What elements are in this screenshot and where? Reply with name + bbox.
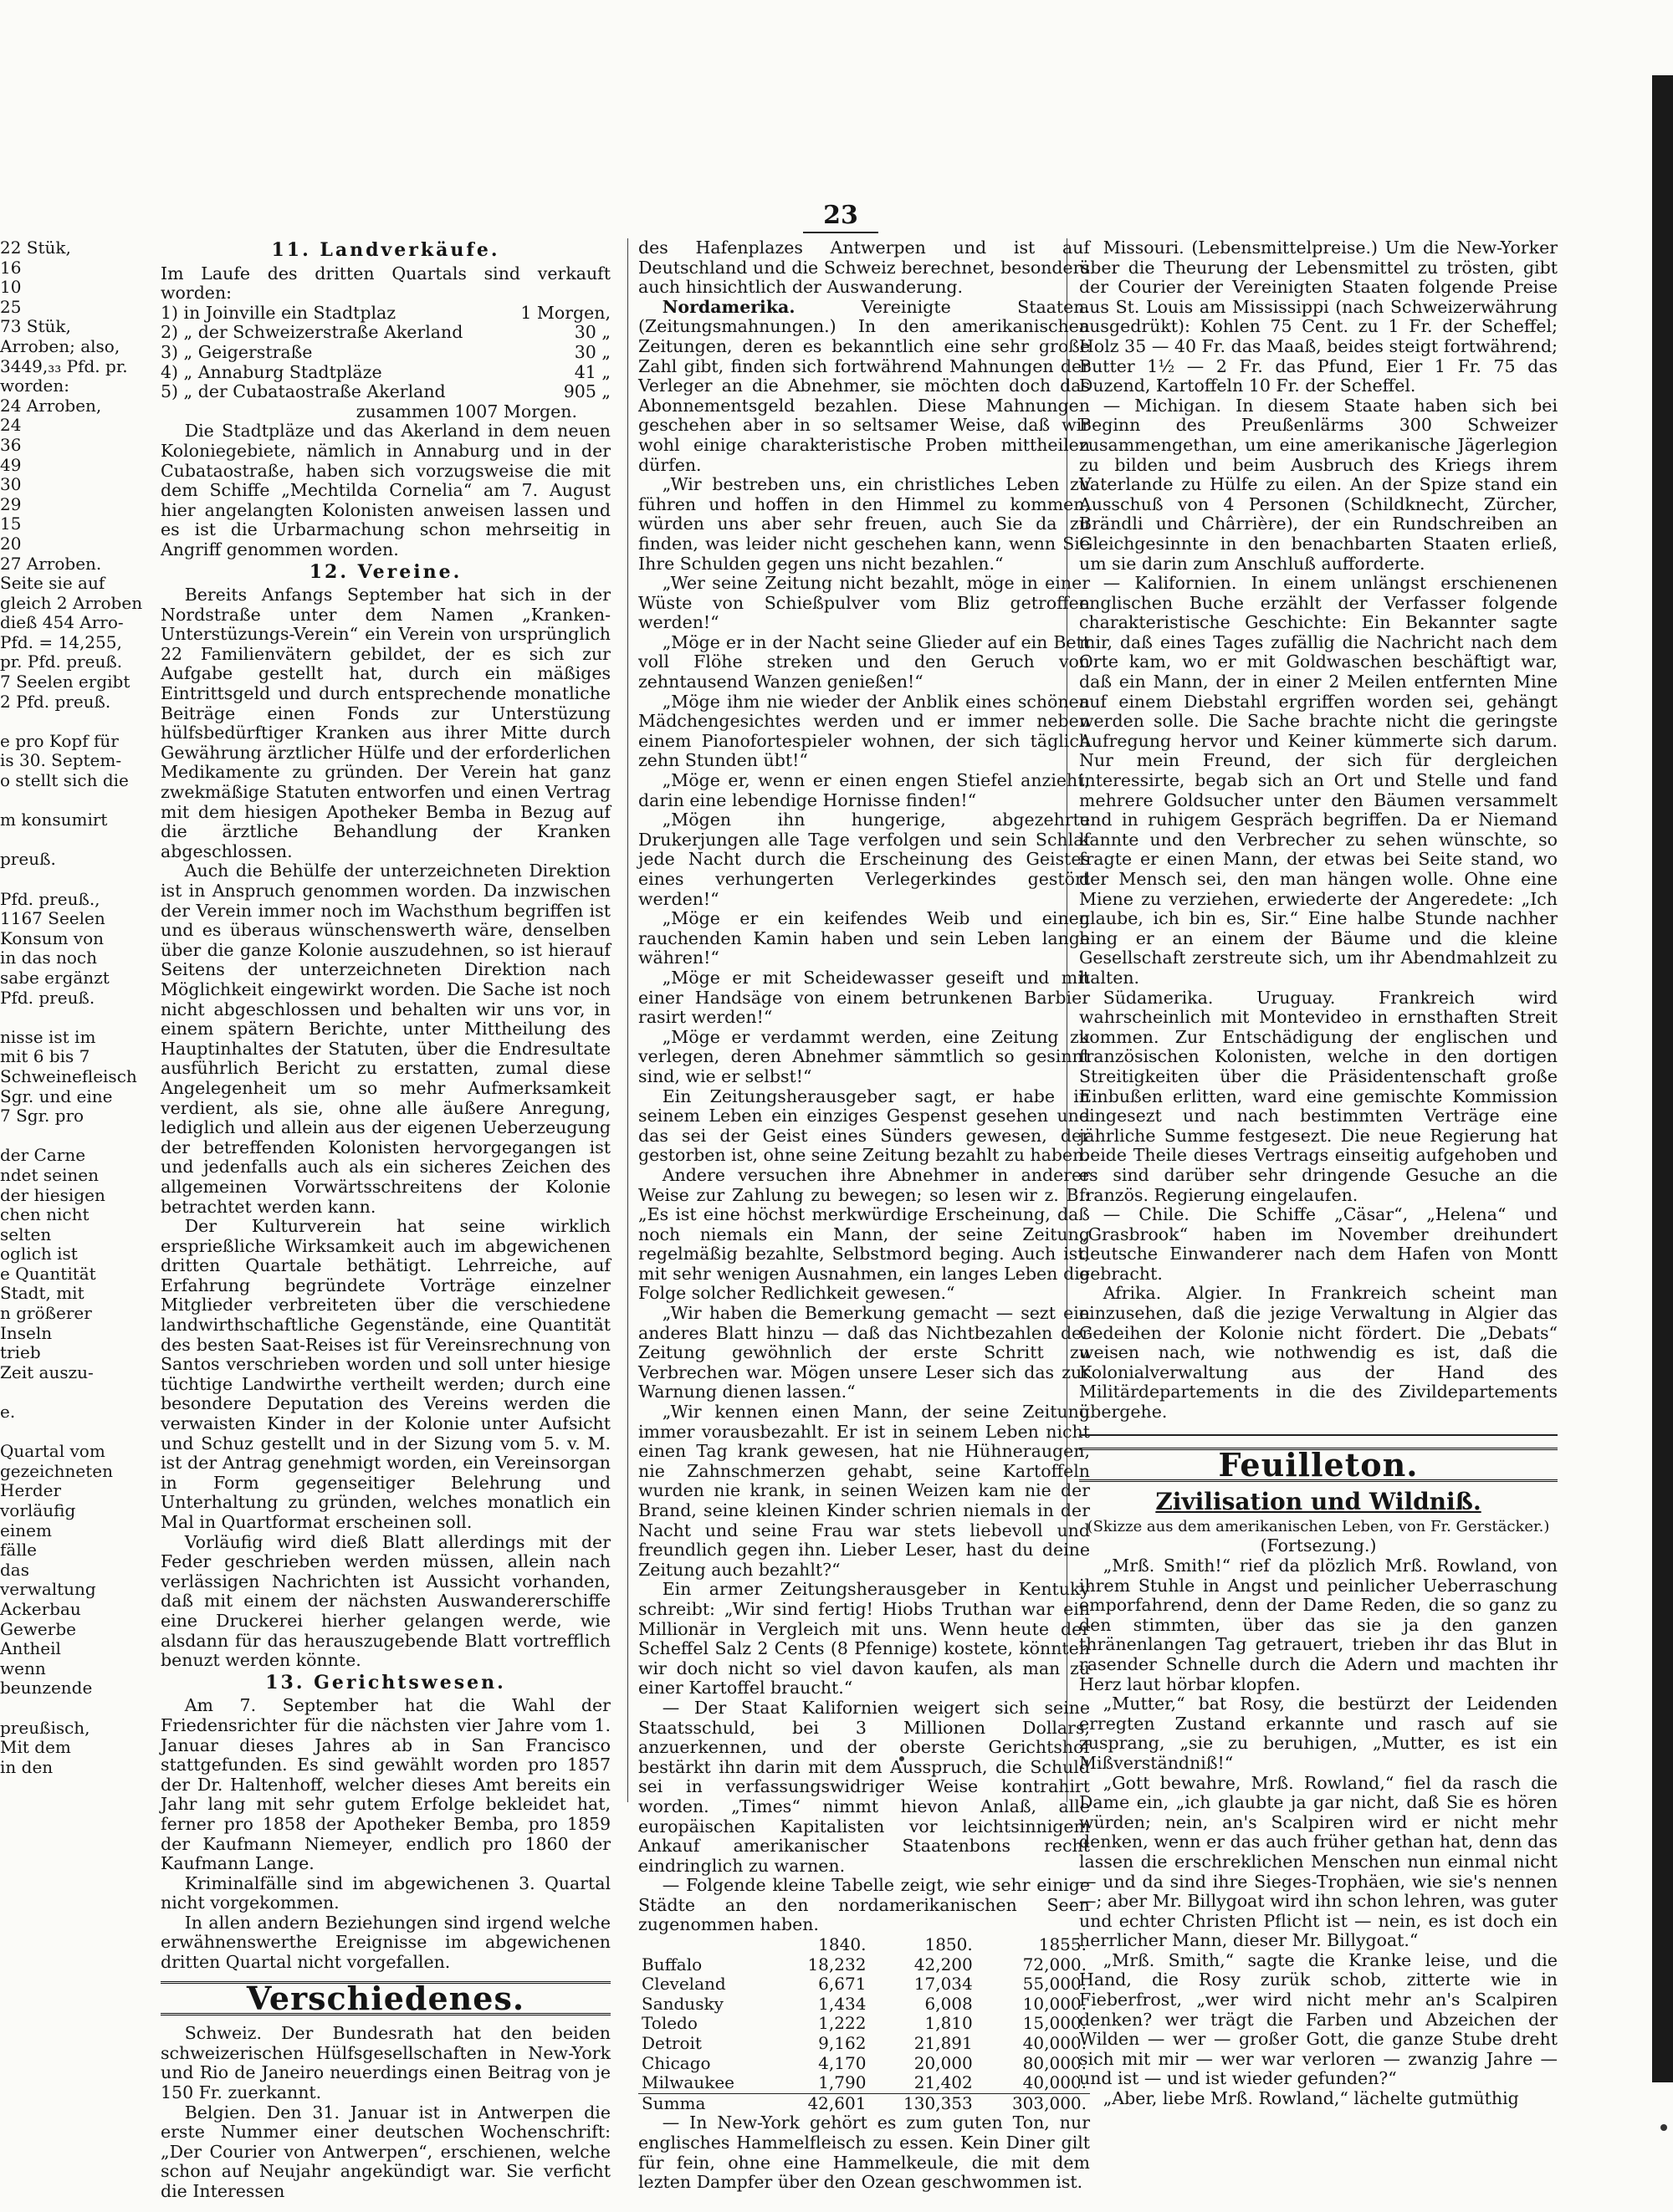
table-row <box>638 1995 1090 2015</box>
fragment-line: is 30. Septem- <box>0 750 122 771</box>
fragment-line: Arroben; also, <box>0 335 120 356</box>
paragraph: „Gott bewahre, Mrß. Rowland,“ fiel da rasch die Dame ein, „ich glaubte ja gar nicht, daß Sie es hören würden; nein, an's Scalpiren wird er nicht mehr denken, wenn er das auch früher gethan hat, denn das lassen die erschreklichen Menschen nun einmal nicht — und da sind ihre Sieges-Trophäen, wie sie's nennen —; aber Mr. Billygoat wird ihn schon lehren, was guter und echter Christen Pflicht ist — nein, es ist doch ein herrlicher Mann, dieser Mr. Billygoat.“ <box>1079 1772 1558 1951</box>
paragraph: Kriminalfälle sind im abgewichenen 3. Quartal nicht vorgekommen. <box>161 1872 611 1913</box>
fragment-line: mit 6 bis 7 <box>0 1046 90 1067</box>
fragment-line: e pro Kopf für <box>0 730 119 751</box>
table-cell: 15,000. <box>1022 2013 1087 2034</box>
fragment-line: 30 <box>0 474 22 495</box>
column-3 <box>1079 238 1558 2109</box>
paragraph: — Chile. Die Schiffe „Cäsar“, „Helena“ und „Grasbrook“ haben im November dreihundert deutsche Einwanderer nach dem Hafen von Montt gebracht. <box>1079 1204 1558 1284</box>
paragraph: „Möge er in der Nacht seine Glieder auf ein Bett voll Flöhe streken und den Geruch von zehntausend Wanzen genießen!“ <box>638 631 1090 692</box>
fragment-line: 20 <box>0 533 22 554</box>
table-cell: 1,810 <box>924 2013 973 2034</box>
fragment-line: 15 <box>0 513 22 534</box>
paragraph: Afrika. Algier. In Frankreich scheint man einzusehen, daß die jezige Verwaltung in Algier das Gedeihen der Kolonie nicht fördert. Die „Debats“ weisen nach, wie nothwendig es ist, daß die Kolonialverwaltung aus der Hand des Militärdepartements in die des Zivildepartements übergehe. <box>1079 1283 1558 1423</box>
section-heading: 13. Gerichtswesen. <box>265 1671 506 1693</box>
land-sale-row <box>161 382 611 402</box>
paragraph: „Wir bestreben uns, ein christliches Leben zu führen und hoffen in den Himmel zu kommen, würden uns aber sehr freuen, auch Sie da zu finden, was leider nicht geschehen kann, wenn Sie Ihre Schulden gegen uns nicht bezahlen.“ <box>638 474 1090 574</box>
subheading: Vereinigte Staaten. (Zeitungsmahnungen.) <box>638 296 1090 337</box>
paragraph: „Möge er mit Scheidewasser geseift und mit einer Handsäge von einem betrunkenen Barbier rasirt werden!“ <box>638 967 1090 1028</box>
story-title: Zivilisation und Wildniß. <box>1155 1488 1481 1516</box>
table-cell: Sandusky <box>642 1993 724 2014</box>
table-row <box>638 1955 1090 1975</box>
paragraph: — Der Staat Kalifornien weigert sich seine Staatsschuld, bei 3 Millionen Dollars, anzuerkennen, und der oberste Gerichtshof bestärkt ihn darin mit dem Ausspruch, die Schuld sei in verfassungswidriger Weise kontrahirt worden. „Times“ nimmt hievon Anlaß, alle europäischen Kapitalisten vor leichtsinnigem Ankauf amerikanischer Staatenbons recht eindringlich zu warnen. <box>638 1697 1090 1876</box>
fragment-line: e. <box>0 1402 16 1423</box>
fragment-line: Pfd. preuß. <box>0 987 95 1008</box>
fragment-line: Quartal vom <box>0 1441 105 1462</box>
table-cell: 4,170 <box>818 2052 867 2073</box>
fragment-line: beunzende <box>0 1678 93 1699</box>
table-cell: 18,232 <box>807 1954 867 1974</box>
paragraph: Der Kulturverein hat seine wirklich ersprießliche Wirksamkeit auch im abgewichenen dritten Quartale bethätigt. Lehrreiche, auf Erfahrung begründete Vorträge einzelner Mitglieder verbreiteten über die verschiedene landwirthschaftliche Gegenstände, eine Quantität des besten Saat-Reises ist für Vereinsrechnung von Santos verschrieben worden und soll unter hiesige tüchtige Landwirthe vertheilt werden; durch eine besondere Deputation des Vereins werden die verwaisten Kinder in der Kolonie unter Aufsicht und Schuz gestellt und in der Sizung vom 5. v. M. ist der Antrag genehmigt worden, ein Vereinsorgan in Form gegenseitiger Belehrung und Unterhaltung zu gründen, welches monatlich ein Mal in Quartformat erscheinen soll. <box>161 1216 611 1532</box>
fragment-line: 27 Arroben. <box>0 553 102 574</box>
paragraph: „Möge er, wenn er einen engen Stiefel anzieht, darin eine lebendige Hornisse finden!“ <box>638 770 1090 810</box>
feuilleton-title: Feuilleton. <box>1079 1448 1558 1483</box>
column-separator <box>627 238 628 1802</box>
paragraph: „Mögen ihn hungerige, abgezehrte Drukerjungen alle Tage verfolgen und sein Schlaf jede Nacht durch die Erscheinung des Geistes eines verhungerten Verlegerkindes gestört werden!“ <box>638 810 1090 909</box>
table-cell: 21,891 <box>913 2033 973 2054</box>
fragment-line: pr. Pfd. preuß. <box>0 651 123 672</box>
paragraph: „Mrß. Smith!“ rief da plözlich Mrß. Rowland, von ihrem Stuhle in Angst und peinlicher Ueberraschung emporfahrend, denn der Dame Reden, die so ganz zu den stimmten, über das sie ja den ganzen thränenlangen Tag getrauert, trieben ihr das Blut in rasender Schnelle durch die Adern und machten ihr Herz laut hörbar klopfen. <box>1079 1556 1558 1694</box>
region-heading: Nordamerika. <box>662 296 796 317</box>
fragment-line: Mit dem <box>0 1737 71 1758</box>
fragment-line: Konsum von <box>0 927 105 948</box>
table-cell: 21,402 <box>913 2072 973 2093</box>
story-continuation: (Fortsezung.) <box>1260 1535 1377 1556</box>
fragment-line: Stadt, mit <box>0 1283 84 1304</box>
fragment-line: 7 Seelen ergibt <box>0 672 130 692</box>
section-heading: 11. Landverkäufe. <box>271 239 500 261</box>
table-cell: 10,000. <box>1022 1993 1087 2014</box>
fragment-line: oglich ist <box>0 1244 78 1264</box>
column-2 <box>638 238 1090 2193</box>
fragment-line: 1167 Seelen <box>0 908 105 929</box>
paragraph: „Wir haben die Bemerkung gemacht — sezt ein anderes Blatt hinzu — daß das Nichtbezahlen der Zeitung gewöhnlich der erste Schritt zu Verbrechen war. Mögen unsere Leser sich das zur Warnung dienen lassen.“ <box>638 1303 1090 1402</box>
table-cell: Toledo <box>642 2013 698 2034</box>
fragment-line: trieb <box>0 1342 41 1363</box>
table-cell: Buffalo <box>642 1954 703 1974</box>
land-sale-amount: 905 „ <box>563 381 611 402</box>
fragment-line <box>0 870 94 890</box>
table-cell: 55,000. <box>1022 1974 1087 1995</box>
fragment-line: fälle <box>0 1540 37 1561</box>
table-cell: 17,034 <box>913 1974 973 1995</box>
fragment-line: 2 Pfd. preuß. <box>0 691 111 712</box>
land-sale-place: 3) „ Geigerstraße <box>161 341 313 362</box>
paragraph: „Aber, liebe Mrß. Rowland,“ lächelte gutmüthig <box>1103 2088 1519 2109</box>
table-header-row <box>638 1935 1090 1955</box>
table-cell: 6,008 <box>924 1993 973 2014</box>
table-cell: 1,222 <box>818 2013 867 2034</box>
paragraph: des Hafenplazes Antwerpen und ist auf Deutschland und die Schweiz berechnet, besonders auch hinsichtlich der Auswanderung. <box>638 238 1090 298</box>
land-sale-place: 2) „ der Schweizerstraße Akerland <box>161 322 463 343</box>
page-number: 23 <box>803 201 878 233</box>
land-sale-row <box>161 323 611 343</box>
table-row <box>638 2073 1090 2093</box>
fragment-line: Ackerbau <box>0 1598 81 1619</box>
fragment-line: 10 <box>0 277 22 298</box>
table-sum-cell: Summa <box>638 2093 778 2113</box>
fragment-line: Inseln <box>0 1322 53 1343</box>
table-cell: 42,200 <box>913 1954 973 1974</box>
fragment-line: preuß. <box>0 849 56 870</box>
table-sum-cell: 303,000. <box>976 2093 1090 2113</box>
paragraph: Am 7. September hat die Wahl der Friedensrichter für die nächsten vier Jahre vom 1. Januar dieses Jahres ab in San Francisco stattgefunden. Es sind gewählt worden pro 1857 der Dr. Haltenhoff, welcher dieses Amt bereits ein Jahr lang mit sehr gutem Erfolge bekleidet hat, ferner pro 1858 der Apotheker Bemba, pro 1859 der Kaufmann Niemeyer, endlich pro 1860 der Kaufmann Lange. <box>161 1695 611 1874</box>
paragraph: In allen andern Beziehungen sind irgend welche erwähnenswerthe Ereignisse im abgewichenen dritten Quartal nicht vorgefallen. <box>161 1912 611 1973</box>
table-cell: Detroit <box>642 2033 702 2054</box>
fragment-line: das <box>0 1559 29 1580</box>
table-row <box>638 2034 1090 2054</box>
fragment-line: in den <box>0 1756 54 1777</box>
fragment-line <box>0 1126 94 1147</box>
table-row <box>638 2054 1090 2074</box>
fragment-line: gezeichneten <box>0 1460 113 1481</box>
fragment-line: sabe ergänzt <box>0 967 110 988</box>
table-cell: Milwaukee <box>642 2072 734 2093</box>
paragraph: Ein armer Zeitungsherausgeber in Kentuky schreibt: „Wir sind fertig! Hiobs Truthan war ein Millionär in Vergleich mit uns. Wenn heute der Scheffel Salz 2 Cents (8 Pfennige) kostete, könnten wir doch nicht so viel davon kaufen, als man zu einer Kartoffel braucht.“ <box>638 1579 1090 1699</box>
table-header-cell: 1855. <box>1038 1934 1087 1955</box>
fragment-line <box>0 1008 94 1028</box>
fragment-line <box>0 1382 94 1402</box>
table-cell: 20,000 <box>913 2052 973 2073</box>
fragment-line: Sgr. und eine <box>0 1086 113 1106</box>
divider <box>1079 1434 1558 1436</box>
fragment-line: in das noch <box>0 948 97 968</box>
fragment-line: der hiesigen <box>0 1184 105 1205</box>
table-row <box>638 1974 1090 1995</box>
fragment-line: Pfd. = 14,255, <box>0 631 122 652</box>
table-sum-cell: 130,353 <box>869 2093 975 2113</box>
paragraph: Bereits Anfangs September hat sich in der Nordstraße unter dem Namen „Kranken-Unterstüzungs-Verein“ ein Verein von ursprünglich 22 Familienvätern gebildet, der es sich zur Aufgabe gestellt hat, durch ein mäßiges Eintrittsgeld und durch entsprechende monatliche Beiträge einen Fonds zur Unterstüzung hülfsbedürftiger Kranken aus ihrer Mitte durch Gewährung ärztlicher Hülfe und der erforderlichen Medikamente zu gründen. Der Verein hat ganz zwekmäßige Statuten entworfen und einen Vertrag mit dem hiesigen Apotheker Bemba in Bezug auf die ärztliche Behandlung der Kranken abgeschlossen. <box>161 585 611 861</box>
paragraph: Missouri. (Lebensmittelpreise.) Um die New-Yorker über die Theurung der Lebensmittel zu trösten, gibt der Courier der Vereinigten Staaten folgende Preise aus St. Louis am Mississippi (nach Schweizerwährung ausgedrükt): Kohlen 75 Cent. zu 1 Fr. der Scheffel; Holz 35 — 40 Fr. das Maaß, beides steigt fortwährend; Butter 1½ — 2 Fr. das Pfund, Eier 1 Fr. 75 das Duzend, Kartoffeln 10 Fr. der Scheffel. <box>1079 238 1558 396</box>
table-cell: Cleveland <box>642 1974 726 1995</box>
fragment-line: Herder <box>0 1480 62 1501</box>
fragment-line: 25 <box>0 296 22 317</box>
table-cell: 72,000. <box>1022 1954 1087 1974</box>
fragment-line: 36 <box>0 434 22 455</box>
paragraph: „Wer seine Zeitung nicht bezahlt, möge in einer Wüste von Schießpulver vom Bliz getroffen werden!“ <box>638 573 1090 633</box>
paragraph: „Mutter,“ bat Rosy, die bestürzt der Leidenden erregten Zustand erkannte und rasch auf sie zusprang, „sie zu beruhigen, „Mutter, es ist ein Mißverständniß!“ <box>1079 1693 1558 1773</box>
fragment-line: 73 Stük, <box>0 316 71 337</box>
table-cell: 1,790 <box>818 2072 867 2093</box>
fragment-line: Zeit auszu- <box>0 1361 94 1382</box>
fragment-line: 24 Arroben, <box>0 395 102 416</box>
fragment-line: gleich 2 Arroben <box>0 592 143 613</box>
fragment-line: 7 Sgr. pro <box>0 1106 84 1126</box>
fragment-line: Schweinefleisch <box>0 1065 137 1086</box>
fragment-line <box>0 712 94 732</box>
table-header-cell: 1840. <box>818 1934 867 1955</box>
land-sale-row <box>161 343 611 363</box>
fragment-line <box>0 830 94 851</box>
land-sales-list <box>161 304 611 402</box>
paragraph: Vorläufig wird dieß Blatt allerdings mit der Feder geschrieben werden müssen, allein nach verlässigen Nachrichten ist Aussicht vorhanden, daß mit einem der nächsten Auswandererschiffe eine Druckerei hierher gelangen werde, wie alsdann für das herauszugebende Blatt vortrefflich benuzt werden könnte. <box>161 1531 611 1671</box>
fragment-line: Antheil <box>0 1638 61 1659</box>
fragment-line: o stellt sich die <box>0 770 129 791</box>
scan-speck <box>1660 2124 1667 2131</box>
paragraph: — Folgende kleine Tabelle zeigt, wie sehr einige Städte an den nordamerikanischen Seen zugenommen haben. <box>638 1875 1090 1935</box>
fragment-line: Seite sie auf <box>0 573 105 594</box>
paragraph: — Kalifornien. In einem unlängst erschienenen englischen Buche erzählt der Verfasser folgende charakteristische Geschichte: Ein Bekannter sagte mir, daß eines Tages zufällig die Nachricht nach dem Orte kam, wo er mit Goldwaschen beschäftigt war, daß ein Mann, der in einer 2 Meilen entfernten Mine auf einem Diebstahl ergriffen worden sei, gehängt werden solle. Die Sache brachte nicht die geringste Aufregung hervor und Keiner kümmerte sich darum. Nur mein Freund, der sich für dergleichen interessirte, begab sich an Ort und Stelle und fand mehrere Goldsucher unter den Bäumen versammelt und in ruhigem Gespräch begriffen. Da er Niemand kannte und den Verbrecher zu sehen wünschte, so fragte er einen Mann, der etwas bei Seite stand, wo der Mensch sei, den man hängen wolle. Ohne eine Miene zu verziehen, erwiederte der Angeredete: „Ich glaube, ich bin es, Sir.“ Eine halbe Stunde nachher hing er an einem der Bäume und die kleine Gesellschaft zerstreute sich, um ihr Abendmahlzeit zu halten. <box>1079 573 1558 988</box>
table-header-cell <box>638 1935 778 1955</box>
table-row <box>638 2014 1090 2034</box>
fragment-line: einem <box>0 1520 52 1540</box>
fragment-line: Gewerbe <box>0 1618 76 1639</box>
fragment-line: e Quantität <box>0 1263 96 1284</box>
fragment-line: selten <box>0 1223 52 1244</box>
paragraph: — Michigan. In diesem Staate haben sich bei Beginn des Preußenlärms 300 Schweizer zusammengethan, um eine amerikanische Jägerlegion zu bilden und beim Ausbruch des Kriegs ihrem Vaterlande zu Hülfe zu eilen. An der Spize stand ein Ausschuß von 4 Personen (Schildknecht, Zürcher, Brändli und Chârrière), der ein Rundschreiben an Gleichgesinnte in den benachbarten Staaten erließ, um sie darin zum Anschluß aufforderte. <box>1079 395 1558 574</box>
fragment-line: 24 <box>0 415 22 436</box>
paragraph: In den amerikanischen Zeitungen, deren es bekanntlich eine sehr große Zahl gibt, finden sich fortwährend Mahnungen der Verleger an die Abnehmer, sie möchten doch das Abonnementsgeld bezahlen. Diese Mahnungen geschehen aber in so seltsamer Weise, daß wir wohl einige charakteristische Proben mittheilen dürfen. <box>638 316 1090 475</box>
fragment-line: worden: <box>0 375 69 396</box>
table-cell: 9,162 <box>818 2033 867 2054</box>
section-title-verschiedenes: Verschiedenes. <box>161 1981 611 2016</box>
table-header-cell: 1850. <box>924 1934 973 1955</box>
column-1 <box>161 238 611 2201</box>
story-subtitle: (Skizze aus dem amerikanischen Leben, von Fr. Gerstäcker.) <box>1087 1517 1550 1535</box>
fragment-line: Pfd. preuß., <box>0 888 100 909</box>
table-cell: Chicago <box>642 2052 711 2073</box>
left-page-fragment <box>0 238 143 1777</box>
land-sale-row <box>161 304 611 324</box>
paragraph: „Wir kennen einen Mann, der seine Zeitung immer vorausbezahlt. Er ist in seinem Leben nicht einen Tag krank gewesen, hat nie Hühneraugen, nie Zahnschmerzen gehabt, seine Kartoffeln wurden nie krank, in seinen Weizen kam nie der Brand, seine kleinen Kinder schrien niemals in der Nacht und seine Frau war stets liebevoll und freundlich gegen ihn. Lieber Leser, hast du deine Zeitung auch bezahlt?“ <box>638 1402 1090 1580</box>
paragraph: „Möge er ein keifendes Weib und einen rauchenden Kamin haben und sein Leben lange währen!“ <box>638 908 1090 968</box>
fragment-line: m konsumirt <box>0 810 108 830</box>
fragment-line: dieß 454 Arro- <box>0 612 124 633</box>
land-sale-amount: 41 „ <box>574 361 611 382</box>
table-sum-row <box>638 2093 1090 2113</box>
fragment-line: n größerer <box>0 1303 92 1324</box>
fragment-line: chen nicht <box>0 1204 90 1225</box>
table-cell: 6,671 <box>818 1974 867 1995</box>
paragraph: „Mrß. Smith,“ sagte die Kranke leise, und die Hand, die Rosy zurük schob, zitterte wie in Fieberfrost, „wer wird nicht mehr an's Scalpiren denken? wer trägt die Farben und Abzeichen der Wilden — wer — großer Gott, die ganze Stube dreht sich mit mir — wer war verloren — zwanzig Jahre — und ist — und ist wieder gefunden?“ <box>1079 1949 1558 2089</box>
table-cell: 40,000. <box>1022 2033 1087 2054</box>
land-sale-amount: 30 „ <box>574 341 611 362</box>
population-table <box>638 1935 1090 2113</box>
fragment-line: 49 <box>0 454 22 475</box>
paragraph: Schweiz. Der Bundesrath hat den beiden schweizerischen Hülfsgesellschaften in New-York und Rio de Janeiro neuerdings einen Beitrag von je 150 Fr. zuerkannt. <box>161 2023 611 2103</box>
paragraph: „Möge er verdammt werden, eine Zeitung zu verlegen, deren Abnehmer sämmtlich so gesinnt sind, wie er selbst!“ <box>638 1026 1090 1086</box>
table-sum-cell: 42,601 <box>778 2093 869 2113</box>
fragment-line: verwaltung <box>0 1579 96 1600</box>
fragment-line: 16 <box>0 257 22 278</box>
fragment-line: vorläufig <box>0 1500 76 1520</box>
paragraph: Im Laufe des dritten Quartals sind verkauft worden: <box>161 263 611 304</box>
fragment-line: preußisch, <box>0 1717 90 1738</box>
land-sale-row <box>161 363 611 383</box>
table-cell: 1,434 <box>818 1993 867 2014</box>
land-sale-amount: 30 „ <box>574 322 611 343</box>
paragraph: Ein Zeitungsherausgeber sagt, er habe in seinem Leben ein einziges Gespenst gesehen und das sei der Geist eines Sünders gewesen, der gestorben ist, ohne seine Zeitung bezahlt zu haben. <box>638 1086 1090 1166</box>
fragment-line <box>0 791 94 811</box>
land-sale-place: 4) „ Annaburg Stadtpläze <box>161 361 382 382</box>
fragment-line: wenn <box>0 1658 46 1678</box>
paragraph: Südamerika. Uruguay. Frankreich wird wahrscheinlich mit Montevideo in ernsthaften Streit kommen. Zur Entschädigung der englischen und französischen Kolonisten, welche in den dortigen Streitigkeiten über die Präsidentenschaft große Einbußen erlitten, ward eine gemischte Kommission eingesezt und nach bestimmten Verträge eine jährliche Summe festgesezt. Die neue Regierung hat beide Theile dieses Vertrags einseitig aufgehoben und es sind darüber sehr dringende Gesuche an die französ. Regierung eingelaufen. <box>1079 987 1558 1205</box>
land-sale-place: 5) „ der Cubataostraße Akerland <box>161 381 446 402</box>
paragraph: — In New-York gehört es zum guten Ton, nur englisches Hammelfleisch zu essen. Kein Diner gilt für fein, ohne eine Hammelkeule, die mit dem lezten Dampfer über den Ozean geschwommen ist. <box>638 2112 1090 2193</box>
paragraph: Belgien. Den 31. Januar ist in Antwerpen die erste Nummer einer deutschen Wochenschrift: „Der Courier von Antwerpen“, erschienen, welche schon auf Neujahr angekündigt war. Sie verficht die Interessen <box>161 2102 611 2201</box>
fragment-line <box>0 1423 94 1443</box>
fragment-line: der Carne <box>0 1145 86 1166</box>
fragment-line: nisse ist im <box>0 1026 96 1047</box>
fragment-line: 29 <box>0 493 22 514</box>
paragraph: Die Stadtpläze und das Akerland in dem neuen Koloniegebiete, nämlich in Annaburg und in der Cubataostraße, haben sich vorzugsweise die mit dem Schiffe „Mechtilda Cornelia“ am 7. August hier angelangten Kolonisten anweisen lassen und es ist die Urbarmachung schon mehrseitig in Angriff genommen worden. <box>161 421 611 559</box>
table-cell: 80,000. <box>1022 2052 1087 2073</box>
fragment-line: 3449,₃₃ Pfd. pr. <box>0 355 128 376</box>
table-cell: 40,000. <box>1022 2072 1087 2093</box>
fragment-line: ndet seinen <box>0 1164 100 1185</box>
section-heading: 12. Vereine. <box>309 560 463 583</box>
land-total: zusammen 1007 Morgen. <box>356 401 577 421</box>
fragment-line: 22 Stük, <box>0 238 71 258</box>
land-sale-place: 1) in Joinville ein Stadtplaz <box>161 302 397 323</box>
paragraph: „Möge ihm nie wieder der Anblik eines schönen Mädchengesichtes werden und er immer neben einem Pianofortespieler wohnen, der sich täglich zehn Stunden übt!“ <box>638 691 1090 771</box>
paragraph: Andere versuchen ihre Abnehmer in anderer Weise zur Zahlung zu bewegen; so lesen wir z. B.: „Es ist eine höchst merkwürdige Erscheinung, daß noch niemals ein Mann, der seine Zeitung regelmäßig bezahlte, Selbstmord beging. Auch ist, mit sehr wenigen Ausnahmen, ein langes Leben die Folge solcher Redlichkeit gewesen.“ <box>638 1164 1090 1304</box>
paragraph: Auch die Behülfe der unterzeichneten Direktion ist in Anspruch genommen worden. Da inzwischen der Verein immer noch im Wachsthum begriffen ist und es überaus wünschenswerth wäre, denselben über die ganze Kolonie auszudehnen, so ist hierauf Seitens der unterzeichneten Direktion nach Möglichkeit eingewirkt worden. Die Sache ist noch nicht abgeschlossen und behalten wir uns vor, in einem spätern Berichte, unter Mittheilung des Hauptinhaltes der Statuten, über die Endresultate ausführlich Bericht zu erstatten, zumal diese Angelegenheit um so mehr Aufmerksamkeit verdient, als sie, ohne alle äußere Anregung, lediglich und allein aus der eigenen Ueberzeugung der betreffenden Kolonisten hervorgegangen ist und jedenfalls auch als ein sicheres Zeichen des allgemeinen Vorwärtsschreitens der Kolonie betrachtet werden kann. <box>161 861 611 1217</box>
fragment-line <box>0 1699 94 1719</box>
land-sale-amount: 1 Morgen, <box>520 302 611 323</box>
scan-edge-shadow <box>1652 75 1673 2082</box>
